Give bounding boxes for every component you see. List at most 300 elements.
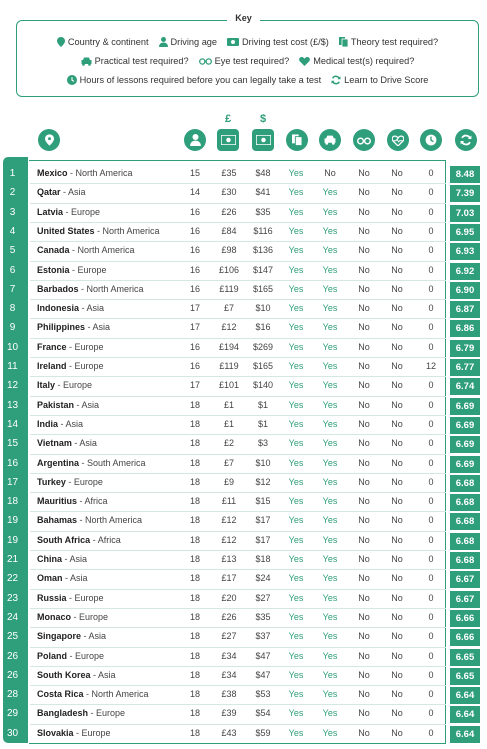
country-cell [37,573,88,583]
country-cell [37,207,100,217]
cell-age: 18 [189,457,200,468]
country-name: Mauritius [37,496,78,507]
cell-gbp: £26 [221,206,237,217]
country-cell [37,265,107,275]
cell-usd: $116 [253,225,273,236]
row-divider [30,724,446,725]
country-name: Argentina [37,457,80,468]
rank-number: 10 [6,341,19,353]
score-badge: 6.68 [450,513,480,530]
cell-gbp: £98 [221,245,237,256]
country-cell [37,400,99,410]
score-badge: 6.67 [450,591,480,608]
row-divider [30,396,446,397]
country-cell [37,631,106,641]
cell-age: 18 [189,573,200,584]
rank-number: 9 [9,322,16,334]
heart-pulse-icon [299,56,310,66]
cell-gbp: £26 [221,611,237,622]
country-separator: - [66,341,75,352]
continent-name: South America [87,457,146,468]
cell-age: 16 [189,283,200,294]
cell-age: 18 [189,515,200,526]
cell-practical: Yes [322,727,338,738]
key-item-score: Learn to Drive Score [331,75,428,85]
cell-practical: Yes [322,225,338,236]
cell-medical: No [391,283,403,294]
cell-practical: Yes [322,631,338,642]
rank-number: 6 [9,264,16,276]
row-divider [30,589,446,590]
cell-practical: Yes [322,206,338,217]
cell-usd: $35 [255,611,271,622]
cell-gbp: £12 [221,534,237,545]
row-divider [30,376,446,377]
country-separator: - [94,225,103,236]
country-cell [37,651,104,661]
cell-age: 18 [189,689,200,700]
rank-number: 17 [6,476,19,488]
cell-hours: 0 [428,611,434,622]
cell-theory: Yes [288,457,304,468]
country-cell [37,515,142,525]
key-item-country: Country & continent [57,37,149,47]
rank-number: 26 [6,669,19,681]
score-badge: 6.87 [450,301,480,318]
row-divider [30,704,446,705]
cell-medical: No [391,225,403,236]
cell-eye: No [358,727,370,738]
cell-age: 16 [189,361,200,371]
cell-eye: No [358,708,370,719]
cell-practical: Yes [322,611,338,622]
cell-eye: No [358,631,370,642]
documents-icon [286,129,308,151]
rank-number: 21 [6,554,19,565]
country-cell [37,496,108,506]
cell-theory: Yes [288,573,304,584]
cell-hours: 0 [428,245,434,256]
cell-age: 18 [189,727,200,738]
cell-practical: Yes [322,496,338,507]
glasses-icon [353,129,375,151]
cell-hours: 0 [428,322,434,333]
country-separator: - [85,322,93,333]
cell-practical: Yes [322,438,338,449]
cell-theory: Yes [288,534,304,545]
country-name: Latvia [37,206,64,217]
row-divider [30,299,446,300]
score-badge: 6.90 [450,282,480,299]
cell-usd: $15 [255,496,271,507]
cell-theory: Yes [288,303,304,314]
cell-practical: Yes [322,457,338,468]
location-pin-icon [38,129,60,151]
row-divider [30,222,446,223]
cell-usd: $47 [255,650,271,661]
country-cell [37,419,83,429]
cell-age: 17 [189,380,200,391]
cell-hours: 12 [425,361,436,371]
country-separator: - [66,361,75,371]
cell-practical: Yes [322,592,338,603]
cell-gbp: £101 [218,380,240,391]
cell-hours: 0 [428,669,434,680]
cell-theory: Yes [288,187,304,198]
cell-theory: Yes [288,283,304,294]
cell-hours: 0 [428,418,434,429]
country-cell [37,593,104,603]
cell-gbp: £12 [221,515,237,526]
key-row-1 [16,37,479,47]
country-name: South Africa [37,534,91,545]
cell-usd: $53 [255,689,271,700]
cell-medical: No [391,631,403,642]
cell-practical: Yes [322,689,338,700]
cell-eye: No [358,225,370,236]
cell-usd: $10 [255,303,271,314]
country-cell [37,342,104,352]
banknote-icon [252,129,274,151]
country-separator: - [90,669,99,680]
row-divider [30,492,446,493]
continent-name: Asia [65,418,84,429]
row-divider [30,338,446,339]
cell-gbp: £106 [218,264,240,275]
cell-theory: Yes [288,727,304,738]
cell-gbp: £194 [218,341,240,352]
cell-practical: Yes [322,476,338,487]
score-badge: 6.68 [450,533,480,550]
cell-theory: Yes [288,631,304,642]
continent-name: Europe [73,476,103,487]
continent-name: Asia [88,631,107,642]
country-name: Singapore [37,631,82,642]
cell-usd: $18 [255,554,271,564]
score-badge: 6.68 [450,494,480,511]
key-item-hours: Hours of lessons required before you can legally take a test [67,75,322,85]
score-badge: 6.66 [450,610,480,627]
country-name: Bangladesh [37,708,89,719]
cell-usd: $140 [252,380,274,391]
score-badge: 6.69 [450,456,480,473]
cell-eye: No [358,611,370,622]
cell-eye: No [358,438,370,449]
continent-name: Asia [68,187,86,198]
country-cell [37,458,146,468]
key-item-medical: Medical test(s) required? [299,56,414,66]
country-separator: - [83,689,92,700]
score-badge: 6.92 [450,263,480,280]
country-separator: - [74,399,82,410]
country-name: Philippines [37,322,86,333]
cell-usd: $165 [252,283,274,294]
row-divider [30,627,446,628]
cell-gbp: £39 [221,708,237,719]
country-name: Turkey [37,476,66,487]
usd-symbol: $ [259,113,267,125]
cell-hours: 0 [428,592,434,603]
rank-number: 18 [6,496,19,508]
person-icon [184,129,206,151]
country-cell [37,477,103,487]
continent-name: Asia [70,573,88,584]
country-separator: - [67,650,76,661]
cell-usd: $35 [255,206,271,217]
cell-hours: 0 [428,689,434,700]
country-cell [37,670,116,680]
cell-age: 18 [189,631,200,642]
cell-medical: No [391,554,403,564]
score-badge: 6.64 [450,706,480,723]
country-separator: - [69,264,78,275]
cell-age: 17 [189,303,200,314]
cell-theory: Yes [288,361,304,371]
cell-age: 18 [189,496,200,507]
cell-theory: Yes [288,476,304,487]
cell-gbp: £119 [219,283,239,294]
cell-medical: No [391,727,403,738]
row-divider [30,647,446,648]
continent-name: Asia [92,322,111,333]
continent-name: Europe [96,708,126,719]
continent-name: Asia [81,399,100,410]
cell-usd: $1 [257,418,268,429]
cell-usd: $136 [252,245,274,256]
row-divider [30,550,446,551]
cell-practical: Yes [322,361,338,371]
cell-usd: $24 [255,573,271,584]
continent-name: Europe [81,727,111,738]
cell-age: 18 [189,611,200,622]
cell-medical: No [391,457,403,468]
cell-theory: Yes [288,708,304,719]
refresh-icon [331,75,341,85]
cell-hours: 0 [428,187,434,198]
cell-theory: Yes [288,418,304,429]
continent-name: Europe [74,592,104,603]
cell-hours: 0 [428,341,434,352]
cell-theory: Yes [288,380,304,391]
cell-medical: No [391,380,403,391]
row-divider [30,241,446,242]
row-divider [30,434,446,435]
cell-gbp: £17 [221,573,237,584]
cell-usd: $269 [252,341,274,352]
country-name: Slovakia [37,727,74,738]
rank-number: 7 [9,283,16,295]
score-badge: 6.67 [450,571,480,588]
continent-name: Europe [75,650,105,661]
banknote-icon [217,129,239,151]
cell-age: 18 [189,708,200,719]
row-divider [30,569,446,570]
key-item-theory: Theory test required? [339,37,438,47]
cell-eye: No [358,283,370,294]
key-row-3 [16,75,479,85]
cell-hours: 0 [428,727,434,738]
location-pin-icon [57,37,65,47]
continent-name: Asia [98,669,116,680]
cell-theory: Yes [288,611,304,622]
continent-name: Europe [74,341,104,352]
cell-hours: 0 [428,650,434,661]
cell-hours: 0 [428,496,434,507]
cell-gbp: £9 [223,476,234,487]
rank-number: 23 [6,592,19,604]
rank-number: 14 [6,418,19,430]
country-name: Costa Rica [37,689,84,700]
country-separator: - [90,534,98,545]
row-divider [30,415,446,416]
car-icon [81,57,92,66]
country-name: France [37,341,67,352]
cell-gbp: £13 [221,554,237,564]
cell-theory: Yes [288,438,304,449]
cell-eye: No [358,457,370,468]
key-item-practical: Practical test required? [81,56,189,66]
cell-usd: $47 [255,669,271,680]
cell-usd: $12 [255,476,271,487]
documents-icon [339,37,348,47]
cell-eye: No [358,418,370,429]
cell-medical: No [391,573,403,584]
row-divider [30,203,446,204]
cell-practical: Yes [322,187,338,198]
cell-gbp: £35 [221,168,237,178]
continent-name: North America [77,245,135,256]
row-divider [30,280,446,281]
cell-age: 16 [189,225,200,236]
cell-usd: $10 [255,457,271,468]
cell-usd: $165 [252,361,274,371]
cell-usd: $17 [255,534,271,545]
cell-age: 16 [189,245,200,256]
country-cell [37,535,121,545]
cell-hours: 0 [428,225,434,236]
continent-name: Asia [69,554,88,564]
cell-gbp: £7 [223,303,234,314]
country-separator: - [78,283,87,294]
cell-theory: Yes [288,341,304,352]
country-separator: - [79,457,88,468]
cell-age: 18 [189,438,200,449]
key-title: Key [0,13,487,23]
cell-gbp: £27 [221,631,237,642]
cell-practical: Yes [322,573,338,584]
cell-hours: 0 [428,283,434,294]
continent-name: Africa [84,496,108,507]
rank-number: 30 [6,727,19,739]
cell-eye: No [358,380,370,391]
cell-gbp: £38 [221,689,237,700]
country-name: Barbados [37,283,79,294]
cell-medical: No [391,187,403,198]
cell-practical: Yes [322,399,338,410]
heart-pulse-icon [387,129,409,151]
rank-number: 5 [9,245,16,257]
cell-medical: No [391,438,403,449]
cell-eye: No [358,573,370,584]
cell-theory: Yes [288,322,304,333]
country-cell [37,612,108,622]
cell-hours: 0 [428,708,434,719]
country-name: Italy [37,380,56,391]
country-separator: - [67,168,76,178]
cell-eye: No [358,206,370,217]
cell-theory: Yes [288,496,304,507]
banknote-icon [227,38,239,46]
country-name: Estonia [37,264,70,275]
cell-eye: No [358,303,370,314]
cell-medical: No [391,361,403,371]
cell-eye: No [358,187,370,198]
cell-eye: No [358,554,370,564]
cell-age: 18 [189,476,200,487]
glasses-icon [199,57,212,65]
cell-medical: No [391,168,403,178]
score-badge: 6.69 [450,398,480,415]
rank-number: 24 [6,611,19,623]
rank-number: 12 [6,380,19,392]
cell-practical: Yes [322,264,338,275]
cell-medical: No [391,496,403,507]
score-badge: 6.95 [450,224,480,241]
cell-hours: 0 [428,206,434,217]
cell-usd: $3 [257,438,268,449]
clock-icon [420,129,442,151]
country-cell [37,284,144,294]
continent-name: Asia [79,438,97,449]
cell-theory: Yes [288,689,304,700]
country-cell [37,226,160,236]
country-name: Monaco [37,611,72,622]
cell-age: 18 [189,554,200,564]
cell-gbp: £34 [221,650,237,661]
rank-number: 26 [6,650,19,662]
country-separator: - [71,611,80,622]
cell-theory: Yes [288,669,304,680]
row-divider [30,666,446,667]
cell-hours: 0 [428,534,434,545]
cell-medical: No [391,264,403,275]
score-badge: 7.39 [450,185,480,202]
cell-theory: Yes [288,515,304,526]
cell-practical: Yes [322,322,338,333]
rank-number: 13 [6,399,19,411]
country-name: China [37,554,63,564]
cell-theory: Yes [288,592,304,603]
country-cell [37,322,110,332]
country-name: Ireland [37,361,67,371]
country-separator: - [73,727,82,738]
cell-age: 16 [189,206,200,217]
rank-number: 19 [6,534,19,546]
cell-practical: Yes [322,283,338,294]
cell-medical: No [391,322,403,333]
rank-number: 22 [6,573,19,585]
score-badge: 6.77 [450,359,480,376]
cell-eye: No [358,264,370,275]
country-name: United States [37,225,95,236]
country-separator: - [66,592,75,603]
cell-medical: No [391,592,403,603]
cell-practical: Yes [322,380,338,391]
score-badge: 6.86 [450,320,480,337]
score-badge: 6.66 [450,629,480,646]
continent-name: Asia [86,303,105,314]
rank-number: 8 [9,303,16,315]
